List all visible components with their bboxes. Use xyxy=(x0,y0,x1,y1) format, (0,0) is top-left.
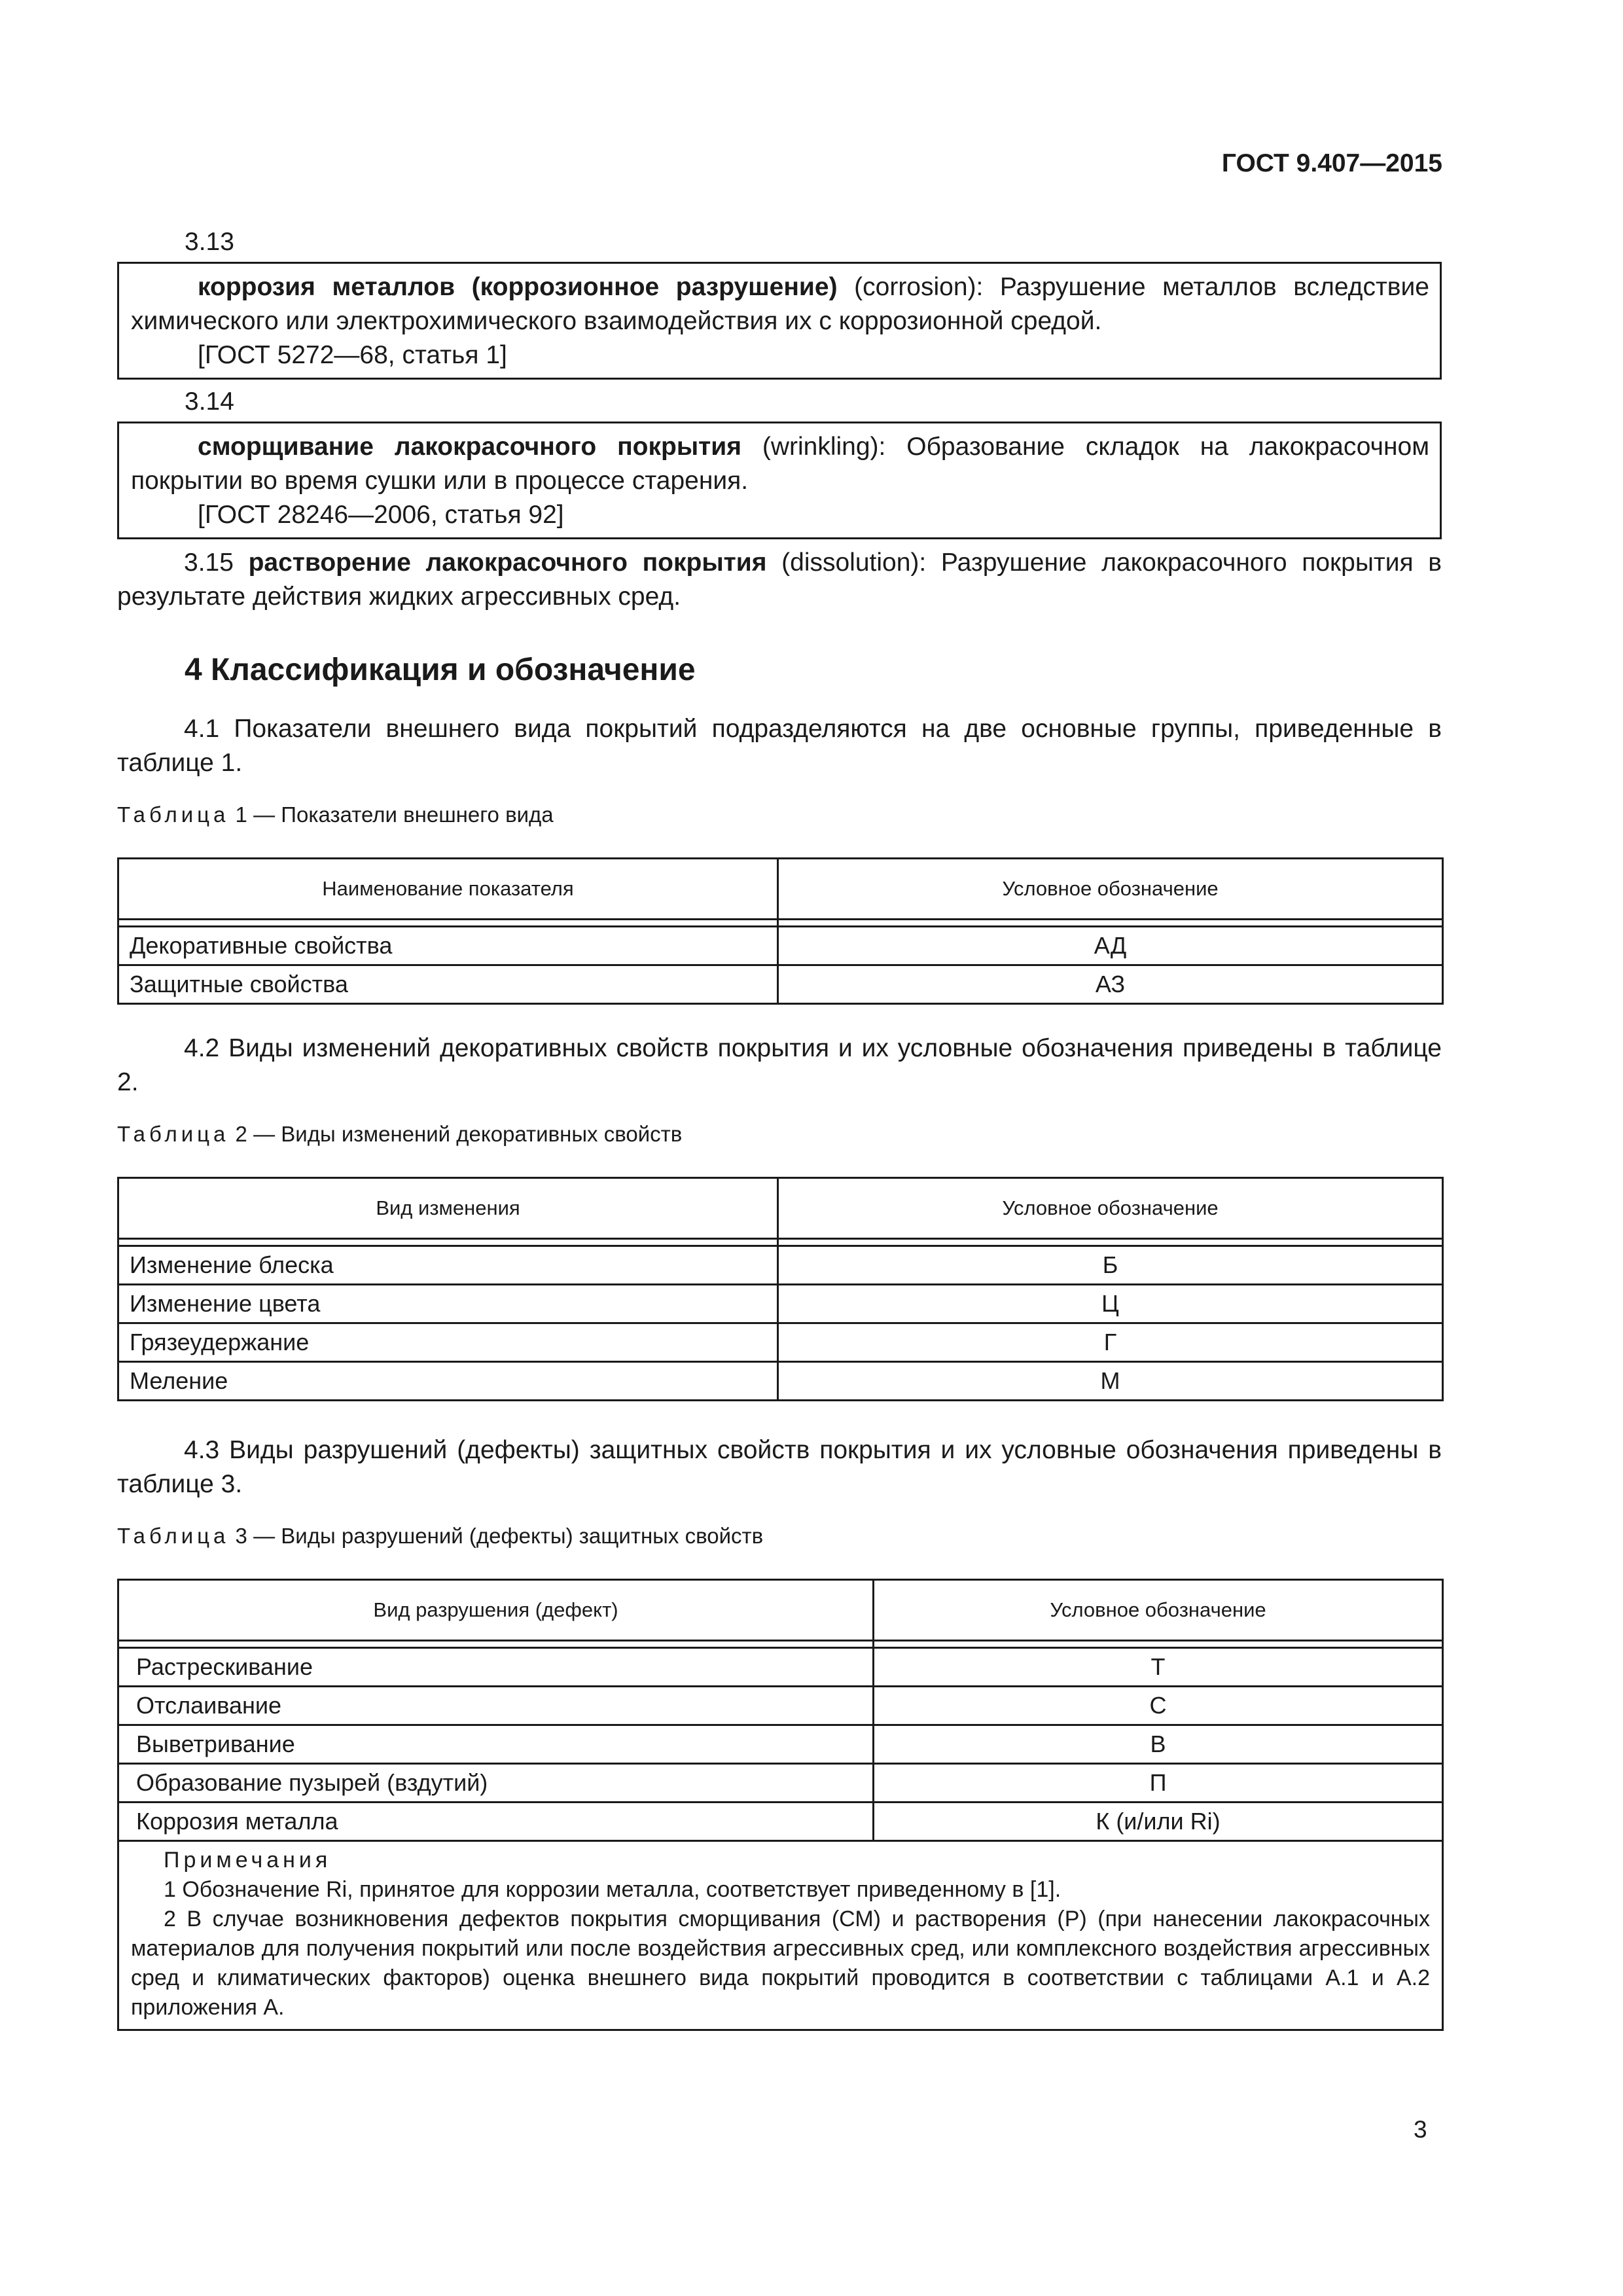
column-header: Условное обозначение xyxy=(778,859,1443,920)
notes-title: Примечания xyxy=(164,1848,332,1873)
term-box-3-13 xyxy=(117,262,1442,380)
term-number-3-15: 3.15 xyxy=(184,548,249,577)
table-cell: С xyxy=(874,1687,1443,1725)
table-cell: П xyxy=(874,1764,1443,1803)
table-cell: Декоративные свойства xyxy=(118,927,778,965)
table-cell: Б xyxy=(778,1246,1443,1285)
page-number: 3 xyxy=(1414,2116,1427,2143)
table-cell: Растрескивание xyxy=(118,1648,874,1687)
section-heading: 4 Классификация и обозначение xyxy=(185,653,696,687)
table-row xyxy=(118,1362,1443,1401)
table-header-row xyxy=(118,1178,1443,1239)
column-header: Вид изменения xyxy=(118,1178,778,1239)
term-number-3-14: 3.14 xyxy=(185,387,234,416)
table-cell: Отслаивание xyxy=(118,1687,874,1725)
table-cell: Т xyxy=(874,1648,1443,1687)
paragraph-4-2: 4.2 Виды изменений декоративных свойств покрытия и их условные обозначения приведены в таблице 2. xyxy=(117,1034,1442,1096)
note-item: 2 В случае возникновения дефектов покрытия сморщивания (СМ) и растворения (Р) (при нанесении лакокрасочных материалов для получения покрытий или после воздействия агрессивных сред, или комплексного воздействия агрессивных сред и климатических факторов) оценка внешнего вида покрытий проводится в соответствии с таблицами А.1 и А.2 приложения А. xyxy=(131,1907,1430,2020)
table-cell: Выветривание xyxy=(118,1725,874,1764)
note-item: 1 Обозначение Ri, принятое для коррозии металла, соответствует приведенному в [1]. xyxy=(164,1877,1061,1902)
table-row xyxy=(118,1764,1443,1803)
table-cell: Г xyxy=(778,1323,1443,1362)
column-header: Вид разрушения (дефект) xyxy=(118,1580,874,1641)
table2 xyxy=(117,1177,1444,1401)
term-source: [ГОСТ 28246—2006, статья 92] xyxy=(198,501,564,529)
term-source: [ГОСТ 5272—68, статья 1] xyxy=(198,341,507,369)
table-cell: АД xyxy=(778,927,1443,965)
document-code-header: ГОСТ 9.407—2015 xyxy=(1221,149,1442,177)
table3 xyxy=(117,1579,1444,2031)
paragraph-4-1: 4.1 Показатели внешнего вида покрытий подразделяются на две основные группы, приведенные в таблице 1. xyxy=(117,715,1442,777)
table-cell: Ц xyxy=(778,1285,1443,1323)
table-notes xyxy=(118,1841,1443,2030)
column-header: Условное обозначение xyxy=(874,1580,1443,1641)
term-text: (corrosion): Разрушение металлов вследствие химического или электрохимического взаимодействия их с коррозионной средой. xyxy=(131,273,1429,335)
term-name: коррозия металлов (коррозионное разрушение) xyxy=(198,273,838,301)
table-cell: Грязеудержание xyxy=(118,1323,778,1362)
table-cell: Изменение блеска xyxy=(118,1246,778,1285)
table-header-row xyxy=(118,859,1443,920)
column-header: Условное обозначение xyxy=(778,1178,1443,1239)
paragraph-4-3: 4.3 Виды разрушений (дефекты) защитных свойств покрытия и их условные обозначения приведены в таблице 3. xyxy=(117,1436,1442,1498)
table-cell: Меление xyxy=(118,1362,778,1401)
table-row xyxy=(118,1246,1443,1285)
table-row xyxy=(118,1687,1443,1725)
term-name: сморщивание лакокрасочного покрытия xyxy=(198,433,741,461)
table-cell: Изменение цвета xyxy=(118,1285,778,1323)
term-definition xyxy=(131,270,1429,338)
table2-caption: Таблица 2 — Виды изменений декоративных свойств xyxy=(117,1122,683,1146)
table-cell: Защитные свойства xyxy=(118,965,778,1004)
table1-caption: Таблица 1 — Показатели внешнего вида xyxy=(117,802,554,827)
table-cell: Коррозия металла xyxy=(118,1803,874,1841)
table-header-row xyxy=(118,1580,1443,1641)
table-cell: АЗ xyxy=(778,965,1443,1004)
table-row xyxy=(118,965,1443,1004)
term-name: растворение лакокрасочного покрытия xyxy=(248,548,767,577)
table-cell: Образование пузырей (вздутий) xyxy=(118,1764,874,1803)
table-cell: В xyxy=(874,1725,1443,1764)
table-row xyxy=(118,1648,1443,1687)
term-definition xyxy=(131,430,1429,498)
term-3-15 xyxy=(117,546,1442,614)
table3-caption: Таблица 3 — Виды разрушений (дефекты) защитных свойств xyxy=(117,1524,764,1548)
column-header: Наименование показателя xyxy=(118,859,778,920)
term-box-3-14 xyxy=(117,422,1442,539)
table-row xyxy=(118,927,1443,965)
term-text: (dissolution): Разрушение лакокрасочного покрытия в результате действия жидких агрессивных сред. xyxy=(117,548,1442,611)
table-row xyxy=(118,1285,1443,1323)
table-cell: К (и/или Ri) xyxy=(874,1803,1443,1841)
term-number-3-13: 3.13 xyxy=(185,228,234,256)
table-cell: М xyxy=(778,1362,1443,1401)
table-row xyxy=(118,1323,1443,1362)
table-notes-row xyxy=(118,1841,1443,2030)
table-row xyxy=(118,1803,1443,1841)
term-text: (wrinkling): Образование складок на лакокрасочном покрытии во время сушки или в процессе старения. xyxy=(131,433,1430,495)
table1 xyxy=(117,857,1444,1005)
table-row xyxy=(118,1725,1443,1764)
